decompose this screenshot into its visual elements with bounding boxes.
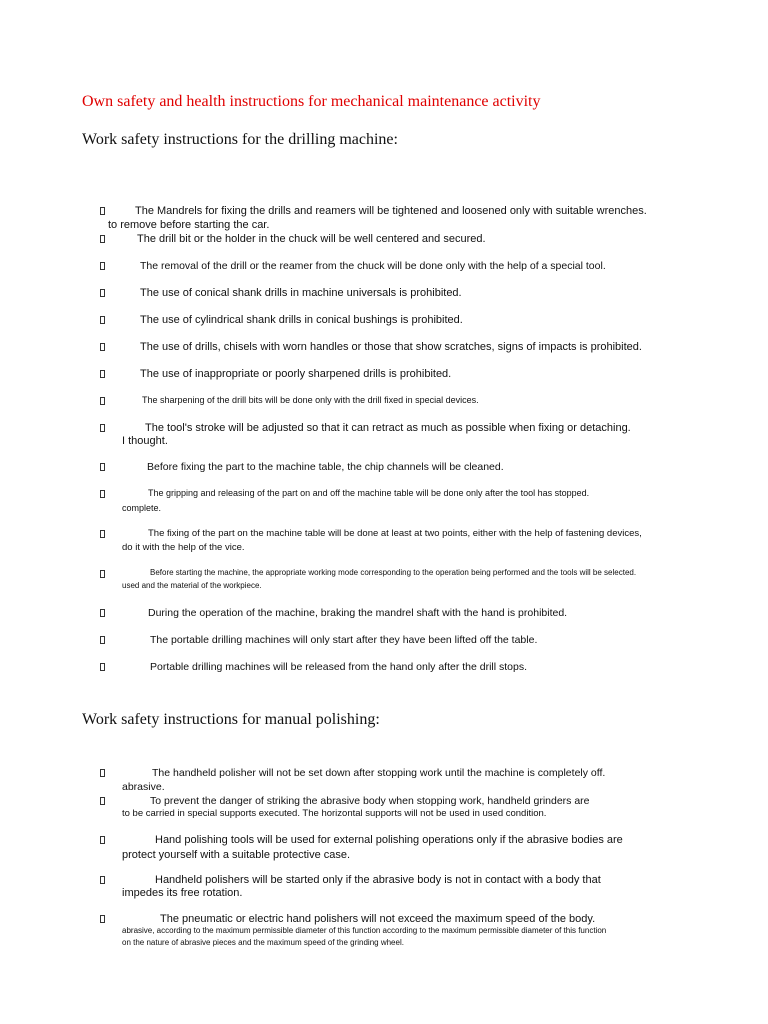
instruction-text: on the nature of abrasive pieces and the maximum speed of the grinding wheel. bbox=[122, 938, 404, 947]
instruction-text: The Mandrels for fixing the drills and reamers will be tightened and loosened only with suitable wrenches. bbox=[135, 205, 647, 217]
checkbox-bullet-icon bbox=[100, 289, 105, 297]
instruction-text: The portable drilling machines will only start after they have been lifted off the table. bbox=[150, 634, 538, 646]
instruction-text: The gripping and releasing of the part on and off the machine table will be done only after the tool has stopped. bbox=[148, 488, 590, 498]
instruction-text: protect yourself with a suitable protective case. bbox=[122, 849, 351, 861]
instruction-text: The removal of the drill or the reamer from the chuck will be done only with the help of a special tool. bbox=[140, 260, 606, 272]
checkbox-bullet-icon bbox=[100, 235, 105, 243]
instruction-text: The use of drills, chisels with worn handles or those that show scratches, signs of impacts is prohibited. bbox=[140, 341, 642, 353]
instruction-text: Before starting the machine, the appropriate working mode corresponding to the operation being performed and the tools will be selected. bbox=[150, 568, 637, 577]
checkbox-bullet-icon bbox=[100, 915, 105, 923]
checkbox-bullet-icon bbox=[100, 609, 105, 617]
instruction-text: complete. bbox=[122, 503, 162, 513]
instruction-text: used and the material of the workpiece. bbox=[122, 581, 262, 590]
instruction-text: Handheld polishers will be started only if the abrasive body is not in contact with a body that bbox=[155, 874, 601, 886]
checkbox-bullet-icon bbox=[100, 663, 105, 671]
instruction-text: The use of conical shank drills in machine universals is prohibited. bbox=[140, 287, 462, 299]
checkbox-bullet-icon bbox=[100, 316, 105, 324]
checkbox-bullet-icon bbox=[100, 370, 105, 378]
instruction-text: The pneumatic or electric hand polishers will not exceed the maximum speed of the body. bbox=[160, 913, 596, 925]
instruction-text: The tool's stroke will be adjusted so that it can retract as much as possible when fixing or detaching. bbox=[145, 422, 631, 434]
checkbox-bullet-icon bbox=[100, 876, 105, 884]
instruction-text: Hand polishing tools will be used for external polishing operations only if the abrasive bodies are bbox=[155, 834, 623, 846]
instruction-text: impedes its free rotation. bbox=[122, 887, 243, 899]
checkbox-bullet-icon bbox=[100, 636, 105, 644]
instruction-text: The fixing of the part on the machine table will be done at least at two points, either with the help of fastening devices, bbox=[148, 528, 642, 539]
instruction-text: Before fixing the part to the machine table, the chip channels will be cleaned. bbox=[147, 461, 504, 473]
instruction-text: The drill bit or the holder in the chuck will be well centered and secured. bbox=[137, 233, 486, 245]
instruction-text: to be carried in special supports executed. The horizontal supports will not be used in used condition. bbox=[122, 808, 547, 819]
section-heading-polishing: Work safety instructions for manual polishing: bbox=[82, 711, 380, 728]
checkbox-bullet-icon bbox=[100, 397, 105, 405]
checkbox-bullet-icon bbox=[100, 424, 105, 432]
checkbox-bullet-icon bbox=[100, 769, 105, 777]
instruction-text: abrasive. bbox=[122, 781, 165, 793]
instruction-text: I thought. bbox=[122, 435, 168, 447]
checkbox-bullet-icon bbox=[100, 207, 105, 215]
instruction-text: The handheld polisher will not be set down after stopping work until the machine is completely off. bbox=[152, 767, 606, 779]
checkbox-bullet-icon bbox=[100, 490, 105, 498]
checkbox-bullet-icon bbox=[100, 797, 105, 805]
instruction-text: The sharpening of the drill bits will be done only with the drill fixed in special devices. bbox=[142, 395, 479, 405]
checkbox-bullet-icon bbox=[100, 530, 105, 538]
checkbox-bullet-icon bbox=[100, 343, 105, 351]
instruction-text: To prevent the danger of striking the abrasive body when stopping work, handheld grinders are bbox=[150, 795, 590, 807]
checkbox-bullet-icon bbox=[100, 463, 105, 471]
document-title: Own safety and health instructions for mechanical maintenance activity bbox=[82, 93, 541, 110]
instruction-text: abrasive, according to the maximum permissible diameter of this function according to the maximum permissible diameter of this function bbox=[122, 926, 607, 935]
instruction-text: do it with the help of the vice. bbox=[122, 542, 245, 553]
instruction-text: During the operation of the machine, braking the mandrel shaft with the hand is prohibited. bbox=[148, 607, 568, 619]
section-heading-drilling: Work safety instructions for the drilling machine: bbox=[82, 131, 398, 148]
instruction-text: The use of inappropriate or poorly sharpened drills is prohibited. bbox=[140, 368, 452, 380]
instruction-text: to remove before starting the car. bbox=[108, 219, 270, 231]
checkbox-bullet-icon bbox=[100, 262, 105, 270]
instruction-text: Portable drilling machines will be released from the hand only after the drill stops. bbox=[150, 661, 528, 673]
checkbox-bullet-icon bbox=[100, 570, 105, 578]
checkbox-bullet-icon bbox=[100, 836, 105, 844]
instruction-text: The use of cylindrical shank drills in conical bushings is prohibited. bbox=[140, 314, 463, 326]
